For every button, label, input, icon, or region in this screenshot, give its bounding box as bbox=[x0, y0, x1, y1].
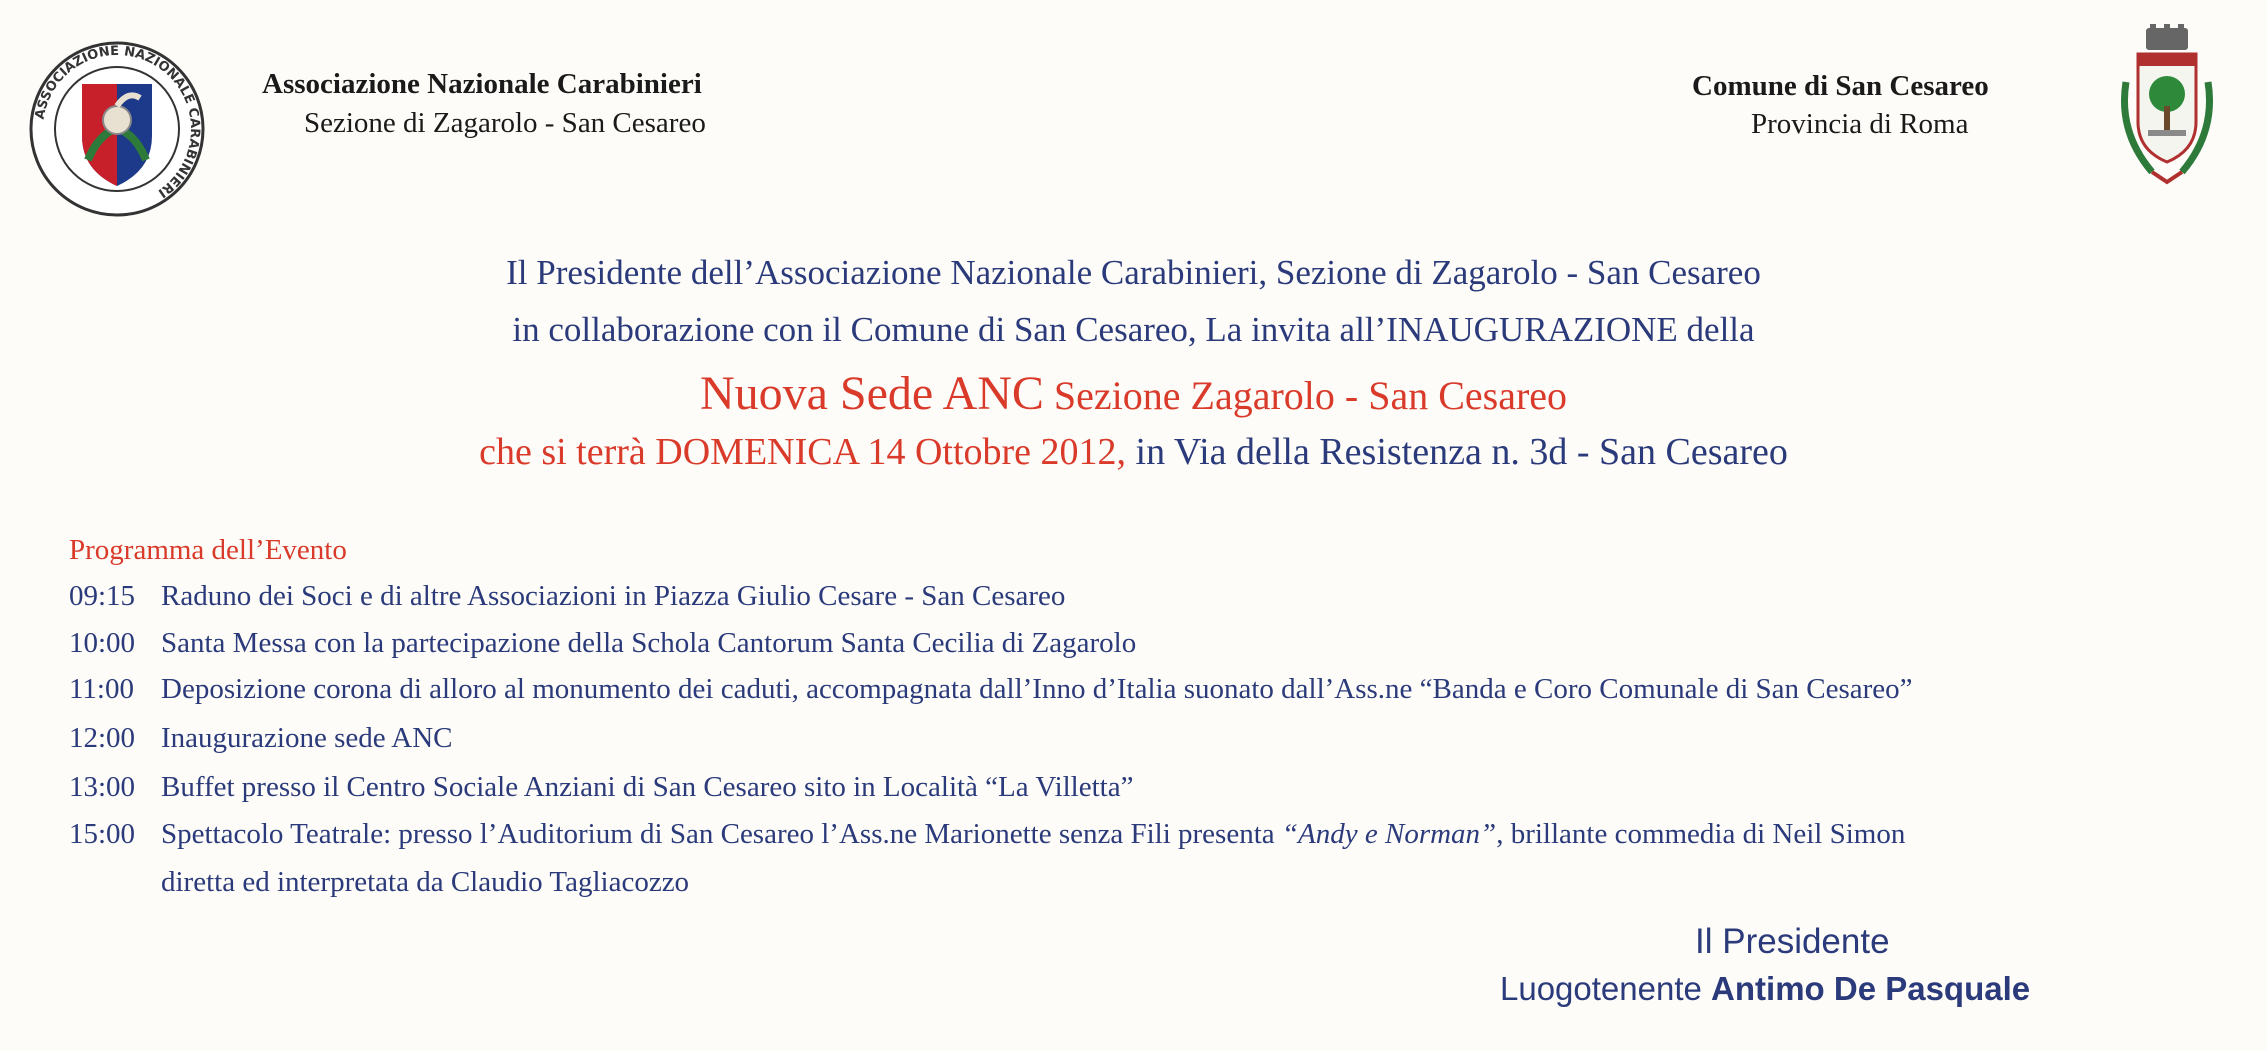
comune-coat-of-arms-icon bbox=[2112, 22, 2222, 190]
date-text: che si terrà DOMENICA 14 Ottobre 2012, bbox=[479, 431, 1127, 473]
comune-name: Comune di San Cesareo bbox=[1692, 70, 1989, 102]
address-text: in Via della Resistenza n. 3d - San Cesareo bbox=[1126, 431, 1788, 473]
comune-provincia: Provincia di Roma bbox=[1751, 108, 1969, 140]
invitation-headline bbox=[0, 366, 2267, 421]
program-item bbox=[69, 580, 1065, 613]
program-item bbox=[69, 722, 453, 755]
program-time: 13:00 bbox=[69, 771, 136, 803]
signature-title: Il Presidente bbox=[1695, 922, 1890, 961]
invitation-date-line bbox=[0, 430, 2267, 474]
program-time: 09:15 bbox=[69, 580, 136, 612]
program-item bbox=[69, 627, 1136, 660]
program-text-end: , brillante commedia di Neil Simon bbox=[1496, 818, 1906, 850]
signature-name: Antimo De Pasquale bbox=[1711, 970, 2031, 1007]
logo-ring-text: ASSOCIAZIONE NAZIONALE CARABINIERI bbox=[32, 43, 203, 201]
org-section: Sezione di Zagarolo - San Cesareo bbox=[304, 107, 706, 139]
signature-name-line bbox=[1500, 970, 2030, 1008]
program-item bbox=[69, 818, 1905, 851]
program-item bbox=[69, 673, 1913, 706]
invitation-line-2: in collaborazione con il Comune di San Cesareo, La invita all’INAUGURAZIONE della bbox=[512, 310, 1755, 349]
program-text: Raduno dei Soci e di altre Associazioni in Piazza Giulio Cesare - San Cesareo bbox=[161, 580, 1066, 612]
carabinieri-emblem-icon bbox=[28, 40, 206, 218]
program-time: 10:00 bbox=[69, 627, 136, 659]
program-text: Santa Messa con la partecipazione della Schola Cantorum Santa Cecilia di Zagarolo bbox=[161, 627, 1137, 659]
headline-main: Nuova Sede ANC bbox=[699, 367, 1044, 420]
headline-sub: Sezione Zagarolo - San Cesareo bbox=[1043, 373, 1568, 418]
program-title: Programma dell’Evento bbox=[69, 534, 347, 566]
program-time: 15:00 bbox=[69, 818, 136, 850]
invitation-line-1: Il Presidente dell’Associazione Nazionale Carabinieri, Sezione di Zagarolo - San Cesareo bbox=[506, 253, 1761, 292]
program-item bbox=[69, 771, 1133, 804]
program-time: 12:00 bbox=[69, 722, 136, 754]
org-name: Associazione Nazionale Carabinieri bbox=[262, 68, 702, 100]
program-text: Deposizione corona di alloro al monumento dei caduti, accompagnata dall’Inno d’Italia suonato dall’Ass.ne “Banda e Coro Comunale di San Cesareo” bbox=[161, 673, 1913, 705]
program-text: Inaugurazione sede ANC bbox=[161, 722, 453, 754]
program-time: 11:00 bbox=[69, 673, 134, 705]
program-text: Buffet presso il Centro Sociale Anziani di San Cesareo sito in Località “La Villetta” bbox=[161, 771, 1134, 803]
program-text-continuation: diretta ed interpretata da Claudio Tagliacozzo bbox=[161, 866, 690, 898]
program-show-title: “Andy e Norman” bbox=[1281, 818, 1497, 850]
program-text: Spettacolo Teatrale: presso l’Auditorium di San Cesareo l’Ass.ne Marionette senza Fili presenta bbox=[161, 818, 1282, 850]
signature-rank: Luogotenente bbox=[1500, 970, 1712, 1007]
